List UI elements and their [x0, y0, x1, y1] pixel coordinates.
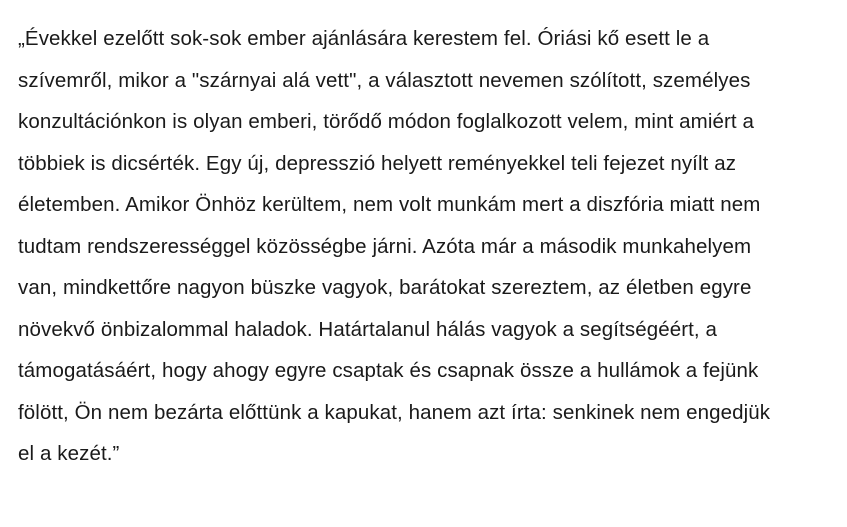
testimonial-quote-text: „Évekkel ezelőtt sok-sok ember ajánlására kerestem fel. Óriási kő esett le a szívemről, mikor a "szárnyai alá vett", a választott nevemen szólított, személyes konzultációnkon is olyan emberi, törődő módon foglalkozott velem, mint amiért a többiek is dicsérték. Egy új, depresszió helyett reményekkel teli fejezet nyílt az életemben. Amikor Önhöz kerültem, nem volt munkám mert a diszfória miatt nem tudtam rendszerességgel közösségbe járni. Azóta már a második munkahelyem van, mindkettőre nagyon büszke vagyok, barátokat szereztem, az életben egyre növekvő önbizalommal haladok. Határtalanul hálás vagyok a segítségéért, a támogatásáért, hogy ahogy egyre csaptak és csapnak össze a hullámok a fejünk fölött, Ön nem bezárta előttünk a kapukat, hanem azt írta: senkinek nem engedjük el a kezét.”	[18, 27, 776, 465]
